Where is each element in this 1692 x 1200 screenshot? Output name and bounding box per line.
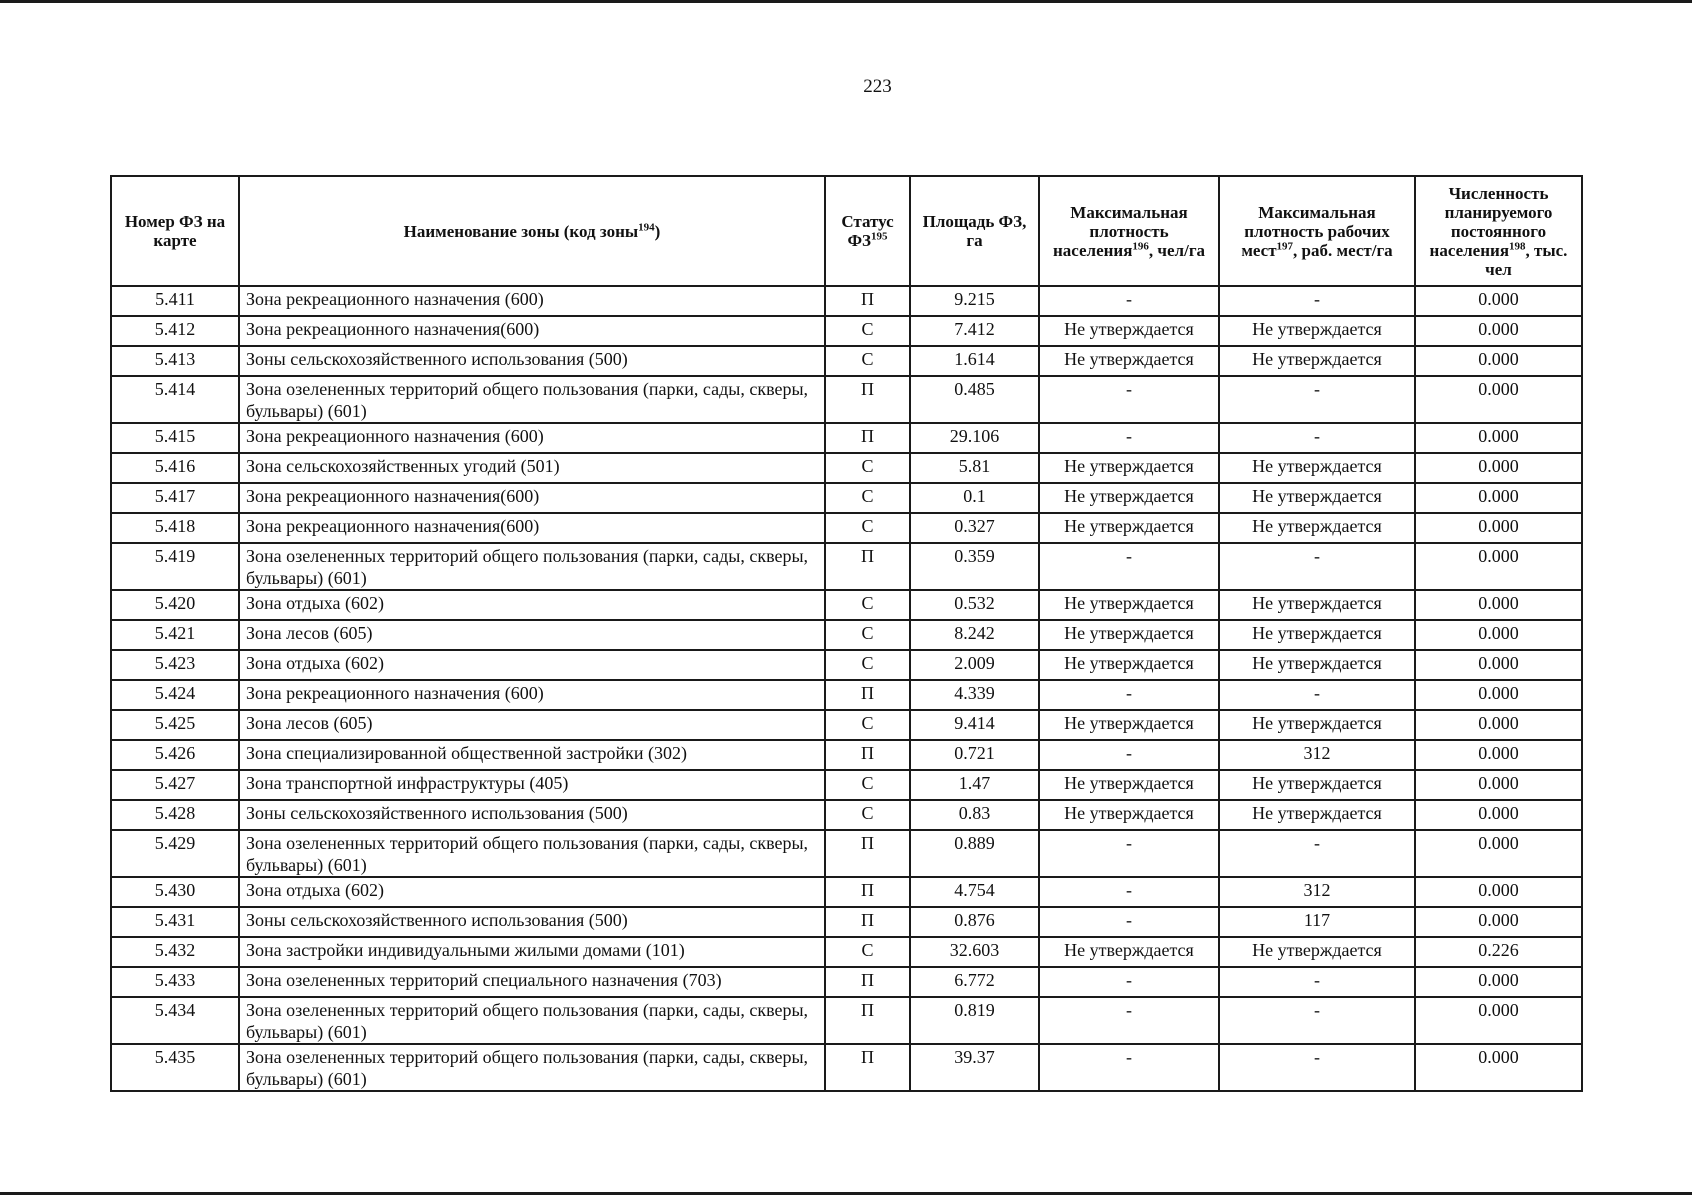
cell-status: П (825, 1044, 910, 1091)
cell-pop-density: - (1039, 877, 1219, 907)
cell-population: 0.000 (1415, 967, 1582, 997)
cell-number: 5.411 (111, 286, 239, 316)
cell-area: 0.721 (910, 740, 1039, 770)
cell-number: 5.428 (111, 800, 239, 830)
cell-status: С (825, 650, 910, 680)
cell-zone-name: Зона озелененных территорий специального назначения (703) (239, 967, 825, 997)
cell-number: 5.421 (111, 620, 239, 650)
cell-area: 0.327 (910, 513, 1039, 543)
cell-status: П (825, 423, 910, 453)
table-body (111, 286, 1582, 1091)
cell-status: П (825, 543, 910, 590)
cell-population: 0.000 (1415, 997, 1582, 1044)
cell-work-density: Не утверждается (1219, 937, 1415, 967)
table-row (111, 423, 1582, 453)
table-row (111, 453, 1582, 483)
cell-population: 0.000 (1415, 907, 1582, 937)
cell-population: 0.000 (1415, 800, 1582, 830)
cell-population: 0.000 (1415, 877, 1582, 907)
cell-zone-name: Зона отдыха (602) (239, 590, 825, 620)
cell-area: 1.614 (910, 346, 1039, 376)
cell-number: 5.414 (111, 376, 239, 423)
table-row (111, 740, 1582, 770)
cell-work-density: Не утверждается (1219, 346, 1415, 376)
cell-work-density: - (1219, 1044, 1415, 1091)
cell-work-density: - (1219, 543, 1415, 590)
header-name: Наименование зоны (код зоны$^{194}$) (239, 176, 825, 286)
cell-pop-density: Не утверждается (1039, 346, 1219, 376)
cell-population: 0.000 (1415, 680, 1582, 710)
cell-pop-density: Не утверждается (1039, 590, 1219, 620)
cell-area: 0.876 (910, 907, 1039, 937)
cell-number: 5.426 (111, 740, 239, 770)
cell-number: 5.432 (111, 937, 239, 967)
cell-status: П (825, 907, 910, 937)
cell-number: 5.415 (111, 423, 239, 453)
cell-area: 0.83 (910, 800, 1039, 830)
cell-zone-name: Зона сельскохозяйственных угодий (501) (239, 453, 825, 483)
header-population: Численность планируемого постоянного населения$^{198}$, тыс. чел (1415, 176, 1582, 286)
cell-population: 0.000 (1415, 376, 1582, 423)
cell-area: 0.532 (910, 590, 1039, 620)
table-row (111, 620, 1582, 650)
cell-number: 5.433 (111, 967, 239, 997)
cell-work-density: Не утверждается (1219, 590, 1415, 620)
cell-work-density: 117 (1219, 907, 1415, 937)
cell-population: 0.000 (1415, 453, 1582, 483)
table-row (111, 967, 1582, 997)
cell-area: 0.1 (910, 483, 1039, 513)
header-number: Номер ФЗ на карте (111, 176, 239, 286)
cell-zone-name: Зона специализированной общественной застройки (302) (239, 740, 825, 770)
cell-work-density: Не утверждается (1219, 316, 1415, 346)
cell-work-density: Не утверждается (1219, 453, 1415, 483)
cell-zone-name: Зона отдыха (602) (239, 877, 825, 907)
cell-pop-density: Не утверждается (1039, 513, 1219, 543)
cell-status: П (825, 376, 910, 423)
cell-work-density: Не утверждается (1219, 800, 1415, 830)
cell-status: С (825, 937, 910, 967)
cell-number: 5.419 (111, 543, 239, 590)
cell-area: 0.819 (910, 997, 1039, 1044)
cell-population: 0.226 (1415, 937, 1582, 967)
cell-area: 5.81 (910, 453, 1039, 483)
page-number: 223 (863, 76, 892, 97)
table-row (111, 483, 1582, 513)
cell-status: П (825, 680, 910, 710)
header-status: Статус ФЗ$^{195}$ (825, 176, 910, 286)
cell-status: С (825, 710, 910, 740)
cell-status: С (825, 346, 910, 376)
cell-zone-name: Зона рекреационного назначения(600) (239, 483, 825, 513)
cell-population: 0.000 (1415, 513, 1582, 543)
cell-area: 39.37 (910, 1044, 1039, 1091)
cell-population: 0.000 (1415, 543, 1582, 590)
cell-pop-density: - (1039, 543, 1219, 590)
table-row (111, 376, 1582, 423)
cell-work-density: - (1219, 286, 1415, 316)
table-row (111, 800, 1582, 830)
cell-pop-density: Не утверждается (1039, 483, 1219, 513)
cell-number: 5.420 (111, 590, 239, 620)
cell-zone-name: Зоны сельскохозяйственного использования (500) (239, 346, 825, 376)
cell-population: 0.000 (1415, 620, 1582, 650)
scan-edge-top (0, 0, 1692, 3)
cell-zone-name: Зона рекреационного назначения(600) (239, 316, 825, 346)
cell-pop-density: - (1039, 423, 1219, 453)
cell-zone-name: Зоны сельскохозяйственного использования (500) (239, 800, 825, 830)
cell-area: 6.772 (910, 967, 1039, 997)
cell-population: 0.000 (1415, 346, 1582, 376)
cell-zone-name: Зона рекреационного назначения (600) (239, 286, 825, 316)
cell-number: 5.434 (111, 997, 239, 1044)
cell-population: 0.000 (1415, 316, 1582, 346)
cell-pop-density: Не утверждается (1039, 620, 1219, 650)
header-work-density: Максимальная плотность рабочих мест$^{197}$, раб. мест/га (1219, 176, 1415, 286)
cell-pop-density: - (1039, 740, 1219, 770)
table-header-row (111, 176, 1582, 286)
cell-zone-name: Зона рекреационного назначения(600) (239, 513, 825, 543)
table-row (111, 710, 1582, 740)
cell-number: 5.412 (111, 316, 239, 346)
cell-zone-name: Зона отдыха (602) (239, 650, 825, 680)
cell-area: 0.485 (910, 376, 1039, 423)
cell-area: 4.754 (910, 877, 1039, 907)
cell-zone-name: Зона озелененных территорий общего пользования (парки, сады, скверы, бульвары) (601) (239, 997, 825, 1044)
cell-pop-density: - (1039, 376, 1219, 423)
cell-population: 0.000 (1415, 710, 1582, 740)
cell-work-density: - (1219, 423, 1415, 453)
cell-pop-density: - (1039, 1044, 1219, 1091)
cell-number: 5.413 (111, 346, 239, 376)
cell-area: 4.339 (910, 680, 1039, 710)
cell-pop-density: Не утверждается (1039, 800, 1219, 830)
cell-area: 1.47 (910, 770, 1039, 800)
cell-status: С (825, 800, 910, 830)
header-area: Площадь ФЗ, га (910, 176, 1039, 286)
cell-work-density: Не утверждается (1219, 620, 1415, 650)
cell-zone-name: Зона лесов (605) (239, 620, 825, 650)
cell-number: 5.423 (111, 650, 239, 680)
cell-pop-density: Не утверждается (1039, 316, 1219, 346)
cell-area: 9.215 (910, 286, 1039, 316)
cell-number: 5.435 (111, 1044, 239, 1091)
table-row (111, 346, 1582, 376)
cell-number: 5.418 (111, 513, 239, 543)
cell-area: 9.414 (910, 710, 1039, 740)
cell-work-density: 312 (1219, 877, 1415, 907)
cell-work-density: - (1219, 680, 1415, 710)
cell-status: П (825, 997, 910, 1044)
table-row (111, 907, 1582, 937)
cell-status: С (825, 483, 910, 513)
cell-population: 0.000 (1415, 830, 1582, 877)
cell-pop-density: - (1039, 830, 1219, 877)
cell-work-density: Не утверждается (1219, 710, 1415, 740)
header-pop-density: Максимальная плотность населения$^{196}$, чел/га (1039, 176, 1219, 286)
cell-number: 5.429 (111, 830, 239, 877)
cell-population: 0.000 (1415, 423, 1582, 453)
table-row (111, 316, 1582, 346)
table-row (111, 997, 1582, 1044)
cell-status: С (825, 316, 910, 346)
cell-population: 0.000 (1415, 590, 1582, 620)
table-row (111, 877, 1582, 907)
cell-pop-density: - (1039, 680, 1219, 710)
cell-status: П (825, 877, 910, 907)
cell-area: 7.412 (910, 316, 1039, 346)
cell-population: 0.000 (1415, 483, 1582, 513)
cell-area: 2.009 (910, 650, 1039, 680)
cell-number: 5.431 (111, 907, 239, 937)
cell-zone-name: Зона озелененных территорий общего пользования (парки, сады, скверы, бульвары) (601) (239, 376, 825, 423)
cell-status: П (825, 830, 910, 877)
cell-number: 5.425 (111, 710, 239, 740)
cell-work-density: Не утверждается (1219, 513, 1415, 543)
cell-work-density: - (1219, 967, 1415, 997)
cell-pop-density: Не утверждается (1039, 710, 1219, 740)
cell-zone-name: Зоны сельскохозяйственного использования (500) (239, 907, 825, 937)
cell-pop-density: Не утверждается (1039, 453, 1219, 483)
cell-zone-name: Зона застройки индивидуальными жилыми домами (101) (239, 937, 825, 967)
table-row (111, 937, 1582, 967)
cell-work-density: 312 (1219, 740, 1415, 770)
cell-work-density: Не утверждается (1219, 650, 1415, 680)
cell-pop-density: - (1039, 907, 1219, 937)
cell-area: 32.603 (910, 937, 1039, 967)
cell-status: П (825, 286, 910, 316)
cell-number: 5.416 (111, 453, 239, 483)
cell-population: 0.000 (1415, 650, 1582, 680)
cell-pop-density: Не утверждается (1039, 937, 1219, 967)
cell-zone-name: Зона озелененных территорий общего пользования (парки, сады, скверы, бульвары) (601) (239, 543, 825, 590)
cell-zone-name: Зона озелененных территорий общего пользования (парки, сады, скверы, бульвары) (601) (239, 1044, 825, 1091)
cell-area: 8.242 (910, 620, 1039, 650)
cell-population: 0.000 (1415, 286, 1582, 316)
cell-status: С (825, 620, 910, 650)
cell-work-density: - (1219, 376, 1415, 423)
table-row (111, 770, 1582, 800)
cell-status: П (825, 967, 910, 997)
table-row (111, 286, 1582, 316)
cell-zone-name: Зона озелененных территорий общего пользования (парки, сады, скверы, бульвары) (601) (239, 830, 825, 877)
cell-status: П (825, 740, 910, 770)
table-row (111, 543, 1582, 590)
table-row (111, 680, 1582, 710)
cell-status: С (825, 513, 910, 543)
cell-area: 0.359 (910, 543, 1039, 590)
cell-population: 0.000 (1415, 1044, 1582, 1091)
cell-pop-density: - (1039, 967, 1219, 997)
table-row (111, 830, 1582, 877)
zones-table (110, 175, 1583, 1092)
cell-zone-name: Зона транспортной инфраструктуры (405) (239, 770, 825, 800)
cell-pop-density: Не утверждается (1039, 770, 1219, 800)
cell-work-density: - (1219, 997, 1415, 1044)
cell-zone-name: Зона лесов (605) (239, 710, 825, 740)
table-row (111, 650, 1582, 680)
cell-pop-density: - (1039, 286, 1219, 316)
scan-edge-bottom (0, 1192, 1692, 1195)
table-row (111, 513, 1582, 543)
cell-zone-name: Зона рекреационного назначения (600) (239, 680, 825, 710)
table-row (111, 1044, 1582, 1091)
cell-number: 5.427 (111, 770, 239, 800)
cell-work-density: - (1219, 830, 1415, 877)
cell-population: 0.000 (1415, 740, 1582, 770)
cell-number: 5.430 (111, 877, 239, 907)
table-row (111, 590, 1582, 620)
cell-status: С (825, 453, 910, 483)
cell-pop-density: - (1039, 997, 1219, 1044)
cell-number: 5.424 (111, 680, 239, 710)
cell-work-density: Не утверждается (1219, 770, 1415, 800)
cell-zone-name: Зона рекреационного назначения (600) (239, 423, 825, 453)
cell-pop-density: Не утверждается (1039, 650, 1219, 680)
cell-status: С (825, 590, 910, 620)
cell-status: С (825, 770, 910, 800)
cell-number: 5.417 (111, 483, 239, 513)
cell-work-density: Не утверждается (1219, 483, 1415, 513)
cell-area: 29.106 (910, 423, 1039, 453)
cell-area: 0.889 (910, 830, 1039, 877)
cell-population: 0.000 (1415, 770, 1582, 800)
